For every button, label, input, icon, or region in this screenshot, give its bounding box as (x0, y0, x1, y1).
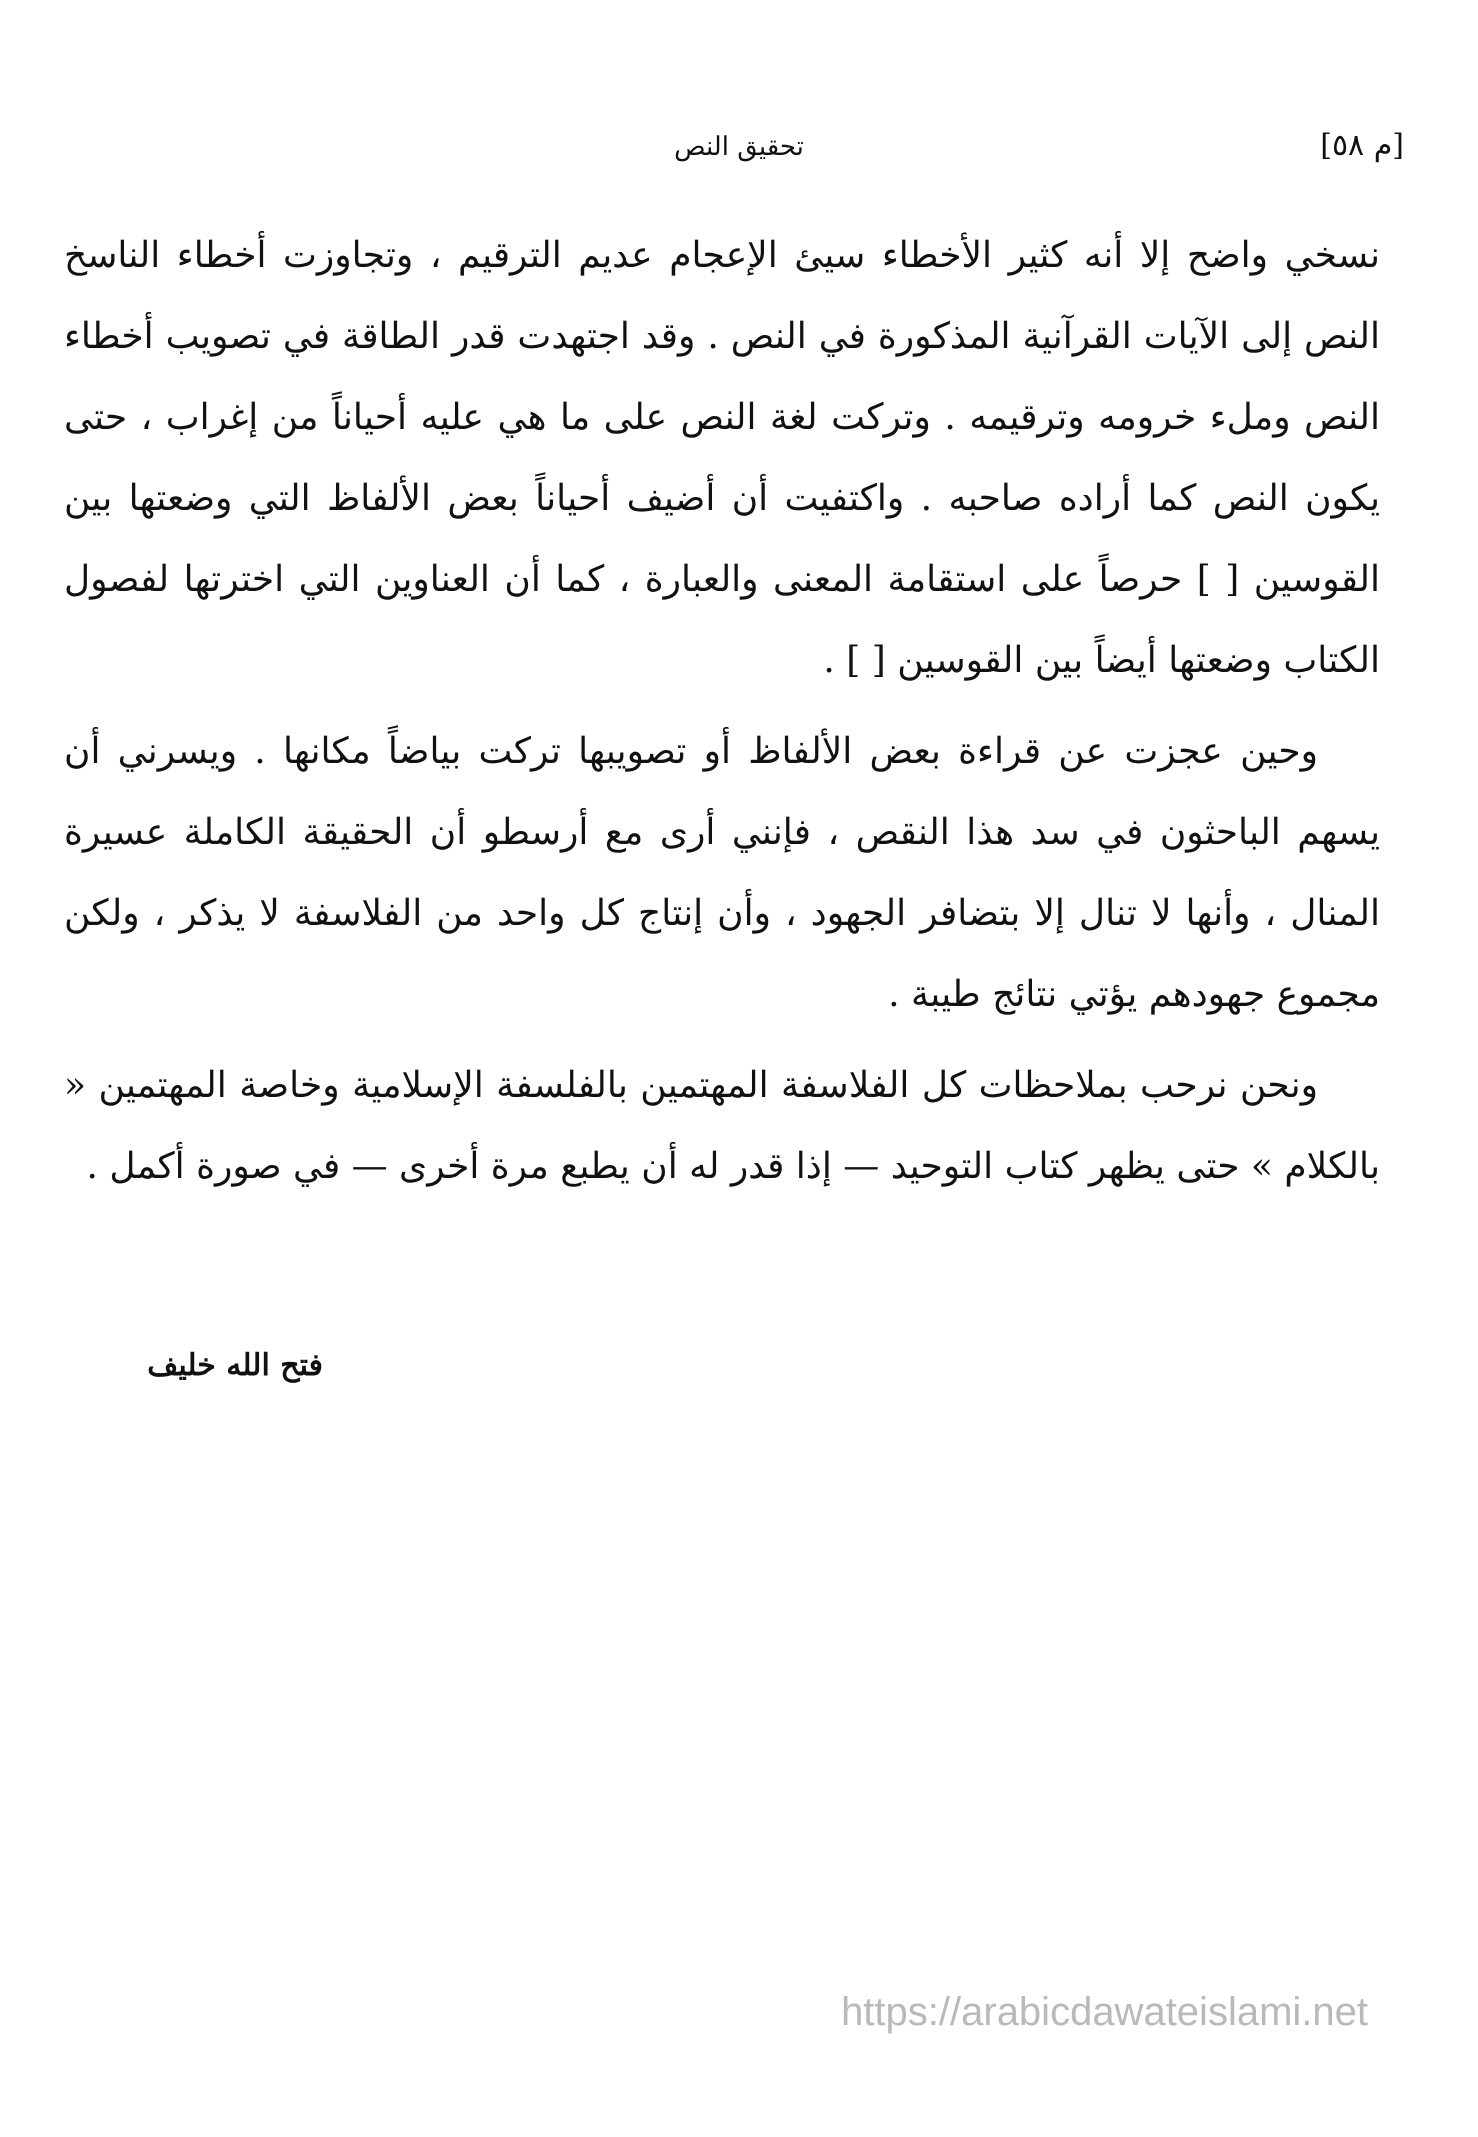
paragraph-missing-words: وحين عجزت عن قراءة بعض الألفاظ أو تصويبها تركت بياضاً مكانها . ويسرني أن يسهم الباحثون في سد هذا النقص ، فإنني أرى مع أرسطو أن الحقيقة الكاملة عسيرة المنال ، وأنها لا تنال إلا بتضافر الجهود ، وأن إنتاج كل واحد من الفلاسفة لا يذكر ، ولكن مجموع جهودهم يؤتي نتائج طيبة . (64, 731, 1380, 1015)
running-head: تحقيق النص (674, 132, 804, 162)
scanned-page: [م ٥٨] تحقيق النص نسخي واضح إلا أنه كثير الأخطاء سيئ الإعجام عديم الترقيم ، وتجاوزت أخطاء الناسخ النص إلى الآيات القرآنية المذكورة في النص . وقد اجتهدت قدر الطاقة في تصويب أخطاء النص وملء خرومه وترقيمه . وتركت لغة النص على ما هي عليه أحياناً من إغراب ، حتى يكون النص كما أراده صاحبه . واكتفيت أن أضيف أحياناً بعض الألفاظ التي وضعتها بين القوسين [ ] حرصاً على استقامة المعنى والعبارة ، كما أن العناوين التي اخترتها لفصول الكتاب وضعتها أيضاً بين القوسين [ ] . وحين عجزت عن قراءة بعض الألفاظ أو تصويبها تركت بياضاً مكانها . ويسرني أن يسهم الباحثون في سد هذا النقص ، فإنني أرى مع أرسطو أن الحقيقة الكاملة عسيرة المنال ، وأنها لا تنال إلا بتضافر الجهود ، وأن إنتاج كل واحد من الفلاسفة لا يذكر ، ولكن مجموع جهودهم يؤتي نتائج طيبة . ونحن نرحب بملاحظات كل الفلاسفة المهتمين بالفلسفة الإسلامية وخاصة المهتمين « بالكلام » حتى يظهر كتاب التوحيد — إذا قدر له أن يطبع مرة أخرى — في صورة أكمل . فتح الله خليف https://arabicdawateislami.net (0, 0, 1478, 2137)
author-signature: فتح الله خليف (147, 1348, 323, 1383)
page-number: [م ٥٨] (1320, 128, 1404, 163)
paragraph-welcome-notes: ونحن نرحب بملاحظات كل الفلاسفة المهتمين بالفلسفة الإسلامية وخاصة المهتمين « بالكلام » حتى يظهر كتاب التوحيد — إذا قدر له أن يطبع مرة أخرى — في صورة أكمل . (64, 1065, 1380, 1187)
page-header (60, 128, 1418, 178)
paragraph-continuation: نسخي واضح إلا أنه كثير الأخطاء سيئ الإعجام عديم الترقيم ، وتجاوزت أخطاء الناسخ النص إلى الآيات القرآنية المذكورة في النص . وقد اجتهدت قدر الطاقة في تصويب أخطاء النص وملء خرومه وترقيمه . وتركت لغة النص على ما هي عليه أحياناً من إغراب ، حتى يكون النص كما أراده صاحبه . واكتفيت أن أضيف أحياناً بعض الألفاظ التي وضعتها بين القوسين [ ] حرصاً على استقامة المعنى والعبارة ، كما أن العناوين التي اخترتها لفصول الكتاب وضعتها أيضاً بين القوسين [ ] . (64, 235, 1380, 681)
body-text (64, 215, 1380, 1207)
